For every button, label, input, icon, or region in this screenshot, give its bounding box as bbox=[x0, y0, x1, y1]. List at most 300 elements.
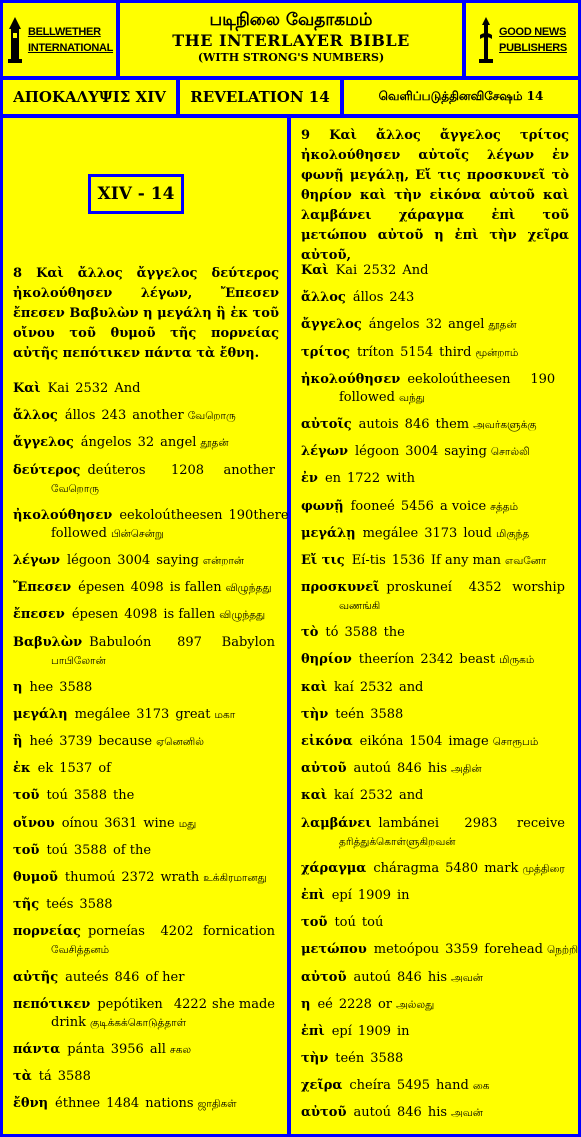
transliteration: porneías bbox=[87, 924, 145, 940]
word-entry bbox=[13, 606, 279, 624]
word-entry-tail bbox=[224, 462, 279, 480]
greek-word: τὴν bbox=[301, 1051, 329, 1067]
word-entry bbox=[301, 443, 569, 461]
word-entry-continuation bbox=[13, 525, 279, 543]
strongs-number: 3588 bbox=[370, 1051, 404, 1067]
greek-word: πάντα bbox=[13, 1041, 61, 1057]
word-entry-line bbox=[13, 733, 279, 751]
word-entry bbox=[13, 507, 289, 543]
word-entry-head bbox=[301, 706, 409, 724]
greek-word: καὶ bbox=[301, 679, 328, 695]
transliteration: teén bbox=[335, 706, 365, 722]
publisher-emblem-icon bbox=[477, 15, 495, 65]
word-entry-line bbox=[301, 579, 569, 597]
strongs-number: 846 bbox=[397, 761, 422, 777]
transliteration: toú bbox=[334, 915, 356, 931]
english-gloss: his bbox=[427, 761, 448, 777]
word-entry bbox=[301, 1104, 569, 1122]
word-entry-head bbox=[301, 860, 565, 878]
word-entry-head bbox=[301, 525, 529, 543]
strongs-number: 2532 bbox=[359, 788, 393, 804]
title-tamil: படிநிலை வேதாகமம் bbox=[209, 10, 373, 30]
word-entry bbox=[13, 1041, 279, 1059]
title-subtitle: (WITH STRONG'S NUMBERS) bbox=[197, 51, 385, 64]
word-entry bbox=[13, 380, 279, 398]
logo-left-line-2: INTERNATIONAL bbox=[27, 41, 114, 54]
tamil-gloss: மிருகம் bbox=[499, 654, 535, 667]
word-entry-head bbox=[13, 996, 169, 1014]
word-entry bbox=[301, 914, 569, 932]
word-entry bbox=[13, 679, 279, 697]
word-entry-head bbox=[301, 262, 432, 280]
tamil-gloss: முத்திரை bbox=[522, 862, 565, 875]
english-gloss: them bbox=[435, 416, 470, 432]
word-entry-continuation bbox=[301, 833, 569, 851]
english-gloss: forehead bbox=[484, 942, 543, 958]
strongs-number: 2983 bbox=[464, 815, 498, 831]
strongs-number: 4222 bbox=[173, 996, 207, 1012]
greek-word: τοῦ bbox=[13, 788, 40, 804]
word-entry bbox=[301, 860, 569, 878]
strongs-number: 2532 bbox=[359, 679, 393, 695]
word-entry bbox=[13, 896, 279, 914]
word-entry-line bbox=[13, 579, 279, 597]
english-gloss: of her bbox=[145, 969, 185, 985]
word-entry-line bbox=[13, 996, 279, 1014]
word-entry-line bbox=[301, 525, 569, 543]
english-gloss: the bbox=[383, 625, 405, 641]
word-entry bbox=[301, 262, 569, 280]
transliteration: autois bbox=[358, 416, 399, 432]
word-entry bbox=[13, 760, 279, 778]
english-gloss: wine bbox=[143, 815, 175, 831]
greek-word: η bbox=[301, 996, 311, 1012]
strongs-number: 3004 bbox=[117, 552, 151, 568]
word-entry-line bbox=[301, 1104, 569, 1122]
strongs-number: 3739 bbox=[59, 734, 93, 750]
tamil-gloss: மூன்றாம் bbox=[475, 346, 519, 359]
english-gloss: third bbox=[439, 344, 472, 360]
word-entry-head bbox=[301, 1050, 409, 1068]
word-entry-head bbox=[13, 634, 157, 652]
greek-word: Εἴ τις bbox=[301, 552, 345, 568]
word-entry-line bbox=[13, 815, 279, 833]
greek-word: χεῖρα bbox=[301, 1078, 343, 1094]
strongs-number: 4098 bbox=[130, 580, 164, 596]
greek-word: ἄλλος bbox=[13, 408, 58, 424]
word-entry-line bbox=[13, 923, 279, 941]
transliteration: éthnee bbox=[55, 1096, 101, 1112]
word-entry bbox=[13, 815, 279, 833]
tamil-book-title: வெளிப்படுத்தினவிசேஷம் 14 bbox=[344, 80, 578, 114]
word-entry-line bbox=[301, 624, 569, 642]
word-entry bbox=[13, 1095, 279, 1113]
greek-word: αὐτοῦ bbox=[301, 969, 347, 985]
strongs-number: 243 bbox=[389, 290, 415, 306]
word-entry bbox=[301, 651, 569, 669]
word-entry-line bbox=[301, 443, 569, 461]
greek-word: λέγων bbox=[13, 552, 60, 568]
word-entry-line bbox=[301, 887, 569, 905]
word-entry-line bbox=[301, 316, 569, 334]
word-entry-head bbox=[13, 969, 188, 987]
word-entry-head bbox=[13, 679, 98, 697]
word-entry-head bbox=[301, 470, 419, 488]
strongs-number: 3173 bbox=[424, 525, 458, 541]
greek-word: ἔπεσεν bbox=[13, 607, 65, 623]
word-entry-line bbox=[13, 760, 279, 778]
word-entry-line bbox=[13, 462, 279, 480]
word-entry bbox=[301, 969, 569, 987]
bellwether-emblem-icon bbox=[6, 15, 24, 65]
english-gloss: is fallen bbox=[163, 607, 216, 623]
logo-right-line-2: PUBLISHERS bbox=[499, 41, 567, 54]
word-entry-line bbox=[13, 1095, 279, 1113]
greek-word: χάραγμα bbox=[301, 860, 367, 876]
greek-word: η bbox=[13, 679, 23, 695]
strongs-number: 3588 bbox=[79, 897, 113, 913]
transliteration: hee bbox=[29, 679, 54, 695]
word-entry-line bbox=[13, 407, 279, 425]
word-entry-line bbox=[13, 969, 279, 987]
strongs-number: 1504 bbox=[409, 734, 443, 749]
tamil-gloss: ஜாதிகள் bbox=[197, 1098, 237, 1111]
transliteration: kaí bbox=[334, 679, 354, 695]
english-gloss: fornication bbox=[202, 924, 275, 940]
word-entry-head bbox=[13, 842, 155, 860]
word-entry-line bbox=[13, 552, 279, 570]
strongs-number: 3588 bbox=[57, 1069, 91, 1085]
transliteration: toú bbox=[46, 842, 68, 858]
english-gloss: receive bbox=[516, 815, 565, 831]
word-entry-continuation bbox=[301, 389, 569, 407]
word-entry bbox=[301, 706, 569, 724]
transliteration: Kai bbox=[47, 381, 70, 396]
greek-book-title: ΑΠΟΚΑΛΥΨΙΣ XIV bbox=[3, 80, 176, 114]
word-entry bbox=[301, 289, 569, 307]
word-entry bbox=[301, 498, 569, 516]
word-entry-head bbox=[301, 1104, 483, 1122]
english-gloss: Babylon bbox=[221, 634, 275, 650]
transliteration: eekoloútheesen bbox=[119, 507, 223, 523]
greek-word: μεγάλη bbox=[13, 706, 68, 722]
english-gloss: all bbox=[149, 1041, 166, 1057]
word-entry bbox=[301, 733, 569, 751]
tamil-gloss: மகா bbox=[214, 708, 236, 721]
transliteration: thumoú bbox=[64, 870, 116, 885]
strongs-number: 3004 bbox=[405, 444, 439, 460]
word-entry bbox=[301, 624, 569, 642]
english-gloss: his bbox=[427, 1105, 448, 1121]
transliteration: megálee bbox=[74, 706, 131, 722]
english-gloss: hand bbox=[435, 1078, 469, 1094]
tamil-gloss: அல்லது bbox=[395, 998, 435, 1011]
english-gloss: his bbox=[427, 969, 448, 985]
transliteration: tó bbox=[325, 625, 339, 641]
strongs-number: 32 bbox=[425, 317, 443, 333]
word-entry bbox=[13, 434, 279, 452]
word-entry-head bbox=[13, 434, 229, 452]
transliteration: Kai bbox=[335, 263, 358, 278]
transliteration: épesen bbox=[78, 580, 125, 596]
word-entry-line bbox=[301, 470, 569, 488]
english-gloss-continued: drink bbox=[51, 1014, 86, 1030]
word-entry-line bbox=[301, 552, 569, 570]
word-entry-head bbox=[301, 996, 434, 1014]
greek-word: πορνείας bbox=[13, 924, 81, 940]
word-entry-head bbox=[13, 760, 115, 778]
greek-word: ἐκ bbox=[13, 761, 31, 777]
strongs-number: 1722 bbox=[347, 471, 381, 487]
strongs-number: 3173 bbox=[136, 706, 170, 722]
word-entry-line bbox=[301, 760, 569, 778]
tamil-gloss: தரித்துக்கொள்ளுகிறவன் bbox=[339, 835, 456, 848]
word-entry bbox=[301, 525, 569, 543]
greek-word: αὐτοῦ bbox=[301, 761, 347, 777]
transliteration: ángelos bbox=[368, 317, 420, 333]
english-gloss: nations bbox=[145, 1096, 194, 1112]
word-entry-line bbox=[13, 634, 279, 652]
word-entry bbox=[301, 371, 569, 407]
english-gloss: another bbox=[132, 408, 184, 424]
english-gloss: a voice bbox=[439, 498, 487, 514]
greek-word: αὐτοῖς bbox=[301, 416, 352, 432]
strongs-number: 846 bbox=[397, 969, 422, 985]
greek-word: ἠκολούθησεν bbox=[13, 507, 113, 523]
right-word-list bbox=[301, 262, 579, 1132]
strongs-number: 2372 bbox=[121, 870, 155, 885]
word-entry-head bbox=[301, 552, 546, 570]
word-entry-head bbox=[301, 371, 516, 389]
transliteration: fooneé bbox=[350, 498, 395, 514]
tamil-gloss: உக்கிரமானது bbox=[203, 872, 267, 884]
english-gloss: image bbox=[448, 734, 489, 749]
word-entry bbox=[13, 579, 279, 597]
greek-word: ἠκολούθησεν bbox=[301, 371, 401, 387]
transliteration: épesen bbox=[71, 607, 119, 623]
english-gloss: there bbox=[253, 507, 289, 523]
transliteration: tá bbox=[38, 1069, 52, 1085]
word-entry-tail bbox=[212, 996, 279, 1014]
word-entry-head bbox=[13, 896, 119, 914]
greek-word: εἰκόνα bbox=[301, 734, 353, 749]
transliteration: heé bbox=[29, 734, 54, 750]
word-entry-line bbox=[13, 507, 289, 525]
word-entry-line bbox=[301, 679, 569, 697]
good-news-logo bbox=[466, 3, 578, 76]
strongs-number: 4202 bbox=[160, 924, 194, 940]
word-entry bbox=[13, 787, 279, 805]
greek-word: Καὶ bbox=[13, 381, 41, 396]
english-gloss: or bbox=[377, 996, 392, 1012]
word-entry-head bbox=[301, 416, 537, 434]
greek-word: αὐτῆς bbox=[13, 969, 59, 985]
english-gloss: angel bbox=[448, 317, 485, 333]
transliteration: légoon bbox=[67, 552, 112, 568]
word-entry-head bbox=[301, 498, 518, 516]
transliteration: lambánei bbox=[378, 815, 440, 831]
transliteration: ángelos bbox=[80, 435, 132, 451]
word-entry-continuation bbox=[13, 941, 279, 959]
word-entry-tail bbox=[517, 815, 569, 833]
strongs-number: 5495 bbox=[396, 1078, 430, 1094]
greek-word: θυμοῦ bbox=[13, 870, 58, 885]
word-entry-head bbox=[301, 969, 483, 987]
word-entry-head bbox=[13, 1095, 237, 1113]
word-entry-continuation bbox=[13, 652, 279, 670]
tamil-gloss: குடிக்கக்கொடுத்தாள் bbox=[89, 1016, 187, 1029]
strongs-number: 1909 bbox=[357, 1023, 391, 1039]
transliteration: ek bbox=[37, 761, 54, 777]
word-entry bbox=[13, 869, 279, 887]
word-entry-head bbox=[301, 1077, 489, 1095]
word-entry-head bbox=[13, 787, 138, 805]
english-book-title: REVELATION 14 bbox=[180, 80, 340, 114]
strongs-number: 5154 bbox=[400, 344, 434, 360]
strongs-number: 1536 bbox=[391, 552, 425, 568]
tamil-gloss: சத்தம் bbox=[490, 500, 519, 513]
strongs-number: 190 bbox=[228, 507, 254, 523]
word-entry-head bbox=[301, 815, 445, 833]
english-gloss: because bbox=[98, 734, 153, 750]
word-entry bbox=[13, 462, 279, 498]
word-entry-line bbox=[301, 344, 569, 362]
word-entry bbox=[301, 344, 569, 362]
english-gloss: loud bbox=[463, 525, 492, 541]
word-entry-continuation bbox=[13, 1014, 279, 1032]
word-entry-line bbox=[301, 706, 569, 724]
tamil-gloss: அவர்களுக்கு bbox=[473, 418, 537, 431]
right-column bbox=[291, 118, 578, 1134]
tamil-gloss: கை bbox=[472, 1080, 490, 1093]
english-gloss: in bbox=[397, 1023, 410, 1039]
word-entry-head bbox=[13, 815, 196, 833]
english-gloss: she made bbox=[212, 996, 275, 1012]
word-entry bbox=[13, 1068, 279, 1086]
strongs-number: 2532 bbox=[75, 381, 109, 396]
greek-word: ἄλλος bbox=[301, 290, 346, 306]
word-entry-head bbox=[301, 679, 427, 697]
transliteration: proskuneí bbox=[386, 580, 452, 596]
english-gloss: of bbox=[98, 761, 111, 777]
word-entry-head bbox=[13, 507, 228, 525]
word-entry-continuation bbox=[13, 480, 279, 498]
english-gloss: is fallen bbox=[169, 580, 222, 596]
word-entry-head bbox=[301, 344, 518, 362]
transliteration: Eí-tis bbox=[351, 552, 386, 568]
word-entry-head bbox=[13, 923, 151, 941]
word-entry bbox=[13, 923, 279, 959]
word-entry bbox=[301, 552, 569, 570]
greek-word: ἣ bbox=[13, 734, 23, 750]
word-entry-tail bbox=[253, 507, 292, 525]
transliteration: autoú bbox=[353, 969, 392, 985]
greek-word: δεύτερος bbox=[13, 462, 81, 478]
word-entry-head bbox=[13, 1041, 191, 1059]
tamil-gloss: என்றான் bbox=[202, 554, 245, 567]
word-entry-line bbox=[301, 371, 569, 389]
word-entry-line bbox=[301, 1077, 569, 1095]
tamil-gloss: மிகுந்த bbox=[496, 527, 530, 540]
chapter-badge: XIV - 14 bbox=[88, 174, 184, 214]
transliteration: oínou bbox=[61, 815, 99, 831]
transliteration: pánta bbox=[67, 1041, 105, 1057]
strongs-number: 846 bbox=[404, 416, 430, 432]
tamil-gloss: வந்து bbox=[398, 391, 425, 404]
word-entry bbox=[301, 887, 569, 905]
tamil-gloss: மது bbox=[178, 817, 197, 830]
verse-9-text: 9 Καὶ ἄλλος ἄγγελος τρίτος ἠκολούθησεν αὐτοῖς λέγων ἐν φωνῇ μεγάλῃ, Εἴ τις προσκυνεῖ τὸ θηρίον καὶ τὴν εἰκόνα αὐτοῦ καὶ λαμβάνει χάραγμα ἐπὶ τοῦ μετώπου αὐτοῦ η ἐπὶ τὴν χεῖρα αὐτοῦ, bbox=[301, 128, 569, 263]
tamil-gloss: பின்சென்று bbox=[110, 527, 164, 540]
greek-word: αὐτοῦ bbox=[301, 1105, 347, 1121]
word-entry-line bbox=[301, 996, 569, 1014]
english-gloss: in bbox=[397, 887, 410, 903]
title-panel bbox=[120, 3, 462, 76]
transliteration: légoon bbox=[355, 444, 400, 460]
transliteration: állos bbox=[352, 290, 384, 306]
word-entry-head bbox=[13, 606, 265, 624]
greek-word: τὰ bbox=[13, 1069, 32, 1085]
word-entry bbox=[13, 969, 279, 987]
word-entry-line bbox=[301, 733, 569, 751]
strongs-number: 1208 bbox=[170, 462, 205, 478]
english-gloss: beast bbox=[459, 652, 496, 668]
word-entry-line bbox=[13, 1041, 279, 1059]
word-entry-line bbox=[13, 787, 279, 805]
english-gloss-continued: followed bbox=[339, 389, 395, 405]
word-entry-line bbox=[301, 651, 569, 669]
word-entry bbox=[301, 416, 569, 434]
word-entry-line bbox=[13, 606, 279, 624]
word-entry-tail bbox=[203, 923, 279, 941]
left-column bbox=[3, 118, 287, 1134]
strongs-number: 2228 bbox=[338, 996, 372, 1012]
title-main: THE INTERLAYER BIBLE bbox=[172, 31, 410, 50]
strongs-number: 3588 bbox=[344, 625, 378, 641]
word-entry bbox=[301, 996, 569, 1014]
strongs-number: 243 bbox=[101, 408, 127, 424]
strongs-number: 1909 bbox=[357, 887, 391, 903]
greek-word: πεπότικεν bbox=[13, 996, 91, 1012]
word-entry-line bbox=[13, 380, 279, 398]
word-entry bbox=[13, 706, 279, 724]
english-gloss: with bbox=[386, 471, 415, 487]
strongs-number: 4098 bbox=[124, 607, 158, 623]
english-gloss: the bbox=[112, 788, 135, 804]
word-entry-head bbox=[301, 289, 420, 307]
transliteration: teés bbox=[46, 897, 74, 913]
word-entry-head bbox=[301, 887, 414, 905]
transliteration: teén bbox=[335, 1051, 365, 1067]
english-gloss: saying bbox=[444, 444, 487, 460]
strongs-number: 846 bbox=[114, 969, 140, 985]
english-gloss: worship bbox=[512, 580, 565, 596]
tamil-gloss: எவனோ bbox=[505, 554, 547, 567]
word-entry bbox=[301, 1077, 569, 1095]
word-entry bbox=[13, 634, 279, 670]
tamil-gloss: வணங்கி bbox=[339, 600, 381, 613]
greek-word: Ἔπεσεν bbox=[13, 580, 72, 596]
transliteration: epí bbox=[331, 887, 352, 903]
tamil-gloss: தூதன் bbox=[200, 437, 229, 450]
strongs-number: 5456 bbox=[400, 498, 434, 514]
transliteration: epí bbox=[331, 1023, 352, 1039]
word-entry-head bbox=[301, 914, 389, 932]
tamil-gloss: விழுந்தது bbox=[219, 609, 266, 622]
word-entry-head bbox=[301, 316, 517, 334]
word-entry bbox=[301, 679, 569, 697]
greek-word: προσκυνεῖ bbox=[301, 580, 380, 596]
